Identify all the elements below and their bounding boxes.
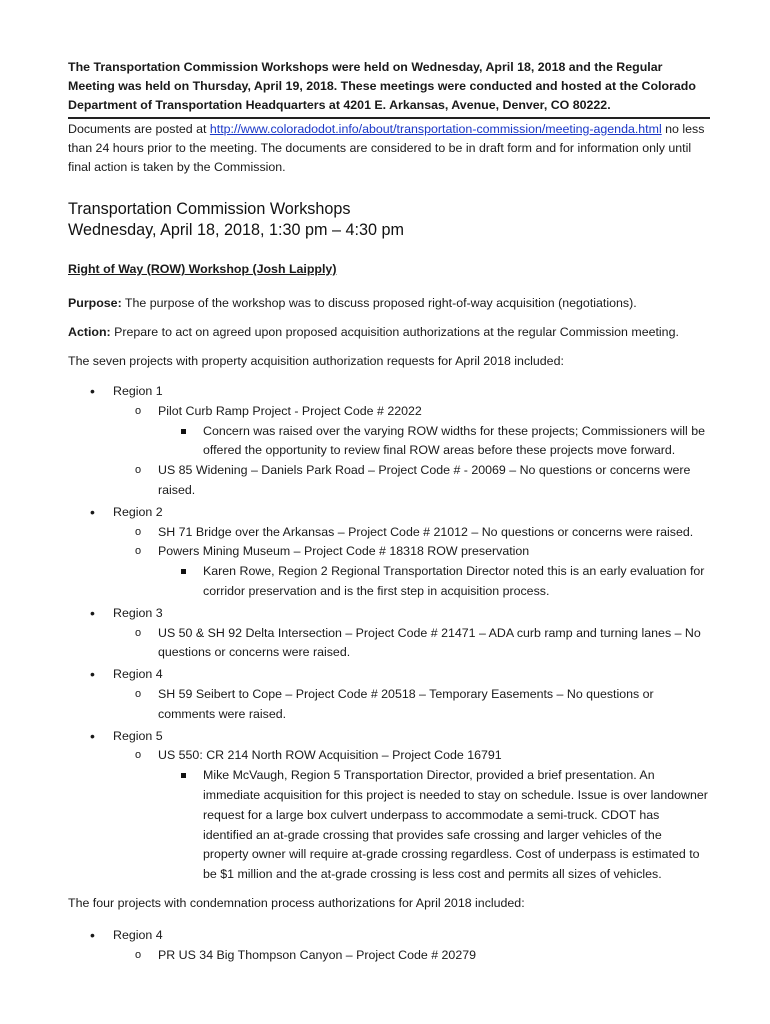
workshop-title: Right of Way (ROW) Workshop (Josh Laipply) xyxy=(68,262,337,276)
region-name: Region 1 xyxy=(113,384,163,398)
region-item xyxy=(68,665,710,724)
project-item xyxy=(113,461,710,501)
region-name: Region 3 xyxy=(113,605,163,620)
region-name: Region 4 xyxy=(113,927,163,942)
project-item xyxy=(113,685,710,725)
note-item xyxy=(158,562,710,602)
project-text: SH 71 Bridge over the Arkansas – Project Code # 21012 – No questions or concerns were raised. xyxy=(158,524,694,539)
region-item xyxy=(68,503,710,602)
bullet-icon xyxy=(90,665,95,686)
square-bullet-icon xyxy=(181,773,186,778)
bullet-icon xyxy=(90,604,95,625)
documents-suffix: no less than 24 hours prior to the meeting. The documents are considered to be in draft form and for information only until final action is taken by the Commission. xyxy=(68,122,705,174)
square-bullet-icon xyxy=(181,429,186,434)
circle-bullet-icon: o xyxy=(135,626,142,639)
note-text: Mike McVaugh, Region 5 Transportation Director, provided a brief presentation. An immediate acquisition for this project is needed to stay on schedule. Issue is over landowner request for a large box culvert underpass to accommodate a semi-truck. CDOT has identified an at-grade crossing that provides safe crossing and larger vehicles of the property owner will require at-grade crossing regardless. Cost of underpass is estimated to be $1 million and the at-grade crossing is less cost and permits all sizes of vehicles. xyxy=(203,768,708,882)
four-projects-intro: The four projects with condemnation process authorizations for April 2018 included: xyxy=(68,895,525,910)
project-text: Powers Mining Museum – Project Code # 18318 ROW preservation xyxy=(158,544,530,559)
action-label: Action: xyxy=(68,325,111,339)
circle-bullet-icon: o xyxy=(135,545,142,558)
project-text: SH 59 Seibert to Cope – Project Code # 20518 – Temporary Easements – No questions or comments were raised. xyxy=(158,686,654,721)
project-list xyxy=(113,946,710,966)
meeting-agenda-link[interactable]: http://www.coloradodot.info/about/transportation-commission/meeting-agenda.html xyxy=(209,122,662,136)
section-date: Wednesday, April 18, 2018, 1:30 pm – 4:30 pm xyxy=(68,221,404,239)
purpose-label: Purpose: xyxy=(68,296,122,310)
region-item xyxy=(68,926,710,966)
project-list xyxy=(113,685,710,725)
bullet-icon xyxy=(90,926,95,947)
regions-list xyxy=(68,382,710,885)
circle-bullet-icon: o xyxy=(135,948,142,961)
region-item xyxy=(68,382,710,501)
documents-note xyxy=(68,120,710,177)
note-item xyxy=(158,766,710,885)
note-list xyxy=(158,422,710,462)
region-name: Region 2 xyxy=(113,504,163,519)
project-item xyxy=(113,746,710,885)
project-text: PR US 34 Big Thompson Canyon – Project Code # 20279 xyxy=(158,947,476,962)
region-name: Region 5 xyxy=(113,728,163,743)
project-list xyxy=(113,402,710,501)
section-title: Transportation Commission Workshops xyxy=(68,200,351,218)
note-list xyxy=(158,766,710,885)
seven-projects-intro: The seven projects with property acquisition authorization requests for April 2018 included: xyxy=(68,354,564,368)
project-item xyxy=(113,946,710,966)
project-text: US 50 & SH 92 Delta Intersection – Project Code # 21471 – ADA curb ramp and turning lanes – No questions or concerns were raised. xyxy=(158,625,701,660)
project-item xyxy=(113,402,710,461)
purpose-paragraph xyxy=(68,294,710,313)
documents-prefix: Documents are posted at xyxy=(68,122,210,136)
condemnation-regions-list xyxy=(68,926,710,966)
circle-bullet-icon: o xyxy=(135,404,142,417)
circle-bullet-icon: o xyxy=(135,525,142,538)
bullet-icon xyxy=(90,382,95,403)
project-text: Pilot Curb Ramp Project - Project Code # 22022 xyxy=(158,403,422,418)
document-page xyxy=(68,58,710,968)
project-item xyxy=(113,542,710,601)
note-text: Concern was raised over the varying ROW widths for these projects; Commissioners will be offered the opportunity to review final ROW areas before these projects move forward. xyxy=(203,423,706,458)
note-item xyxy=(158,422,710,462)
note-text: Karen Rowe, Region 2 Regional Transportation Director noted this is an early evaluation for corridor preservation and is the first step in acquisition process. xyxy=(203,564,705,598)
project-text: US 550: CR 214 North ROW Acquisition – Project Code 16791 xyxy=(158,748,502,763)
bullet-icon xyxy=(90,727,95,748)
circle-bullet-icon: o xyxy=(135,749,142,762)
region-item xyxy=(68,604,710,663)
square-bullet-icon xyxy=(181,569,186,574)
project-item xyxy=(113,523,710,543)
action-paragraph xyxy=(68,323,710,342)
circle-bullet-icon: o xyxy=(135,687,142,700)
bullet-icon xyxy=(90,503,95,524)
circle-bullet-icon: o xyxy=(135,464,142,477)
project-list xyxy=(113,624,710,664)
region-item xyxy=(68,727,710,885)
project-text: US 85 Widening – Daniels Park Road – Project Code # - 20069 – No questions or concerns were raised. xyxy=(158,463,691,497)
region-name: Region 4 xyxy=(113,667,163,682)
meeting-intro: The Transportation Commission Workshops were held on Wednesday, April 18, 2018 and the Regular Meeting was held on Thursday, April 19, 2018. These meetings were conducted and hosted at the Colorado Department of Transportation Headquarters at 4201 E. Arkansas, Avenue, Denver, CO 80222. xyxy=(68,58,710,119)
note-list xyxy=(158,562,710,602)
section-heading xyxy=(68,199,710,241)
purpose-text: The purpose of the workshop was to discuss proposed right-of-way acquisition (negotiations). xyxy=(121,296,637,310)
project-item xyxy=(113,624,710,664)
project-list xyxy=(113,746,710,885)
project-list xyxy=(113,523,710,602)
action-text: Prepare to act on agreed upon proposed acquisition authorizations at the regular Commission meeting. xyxy=(110,325,679,339)
